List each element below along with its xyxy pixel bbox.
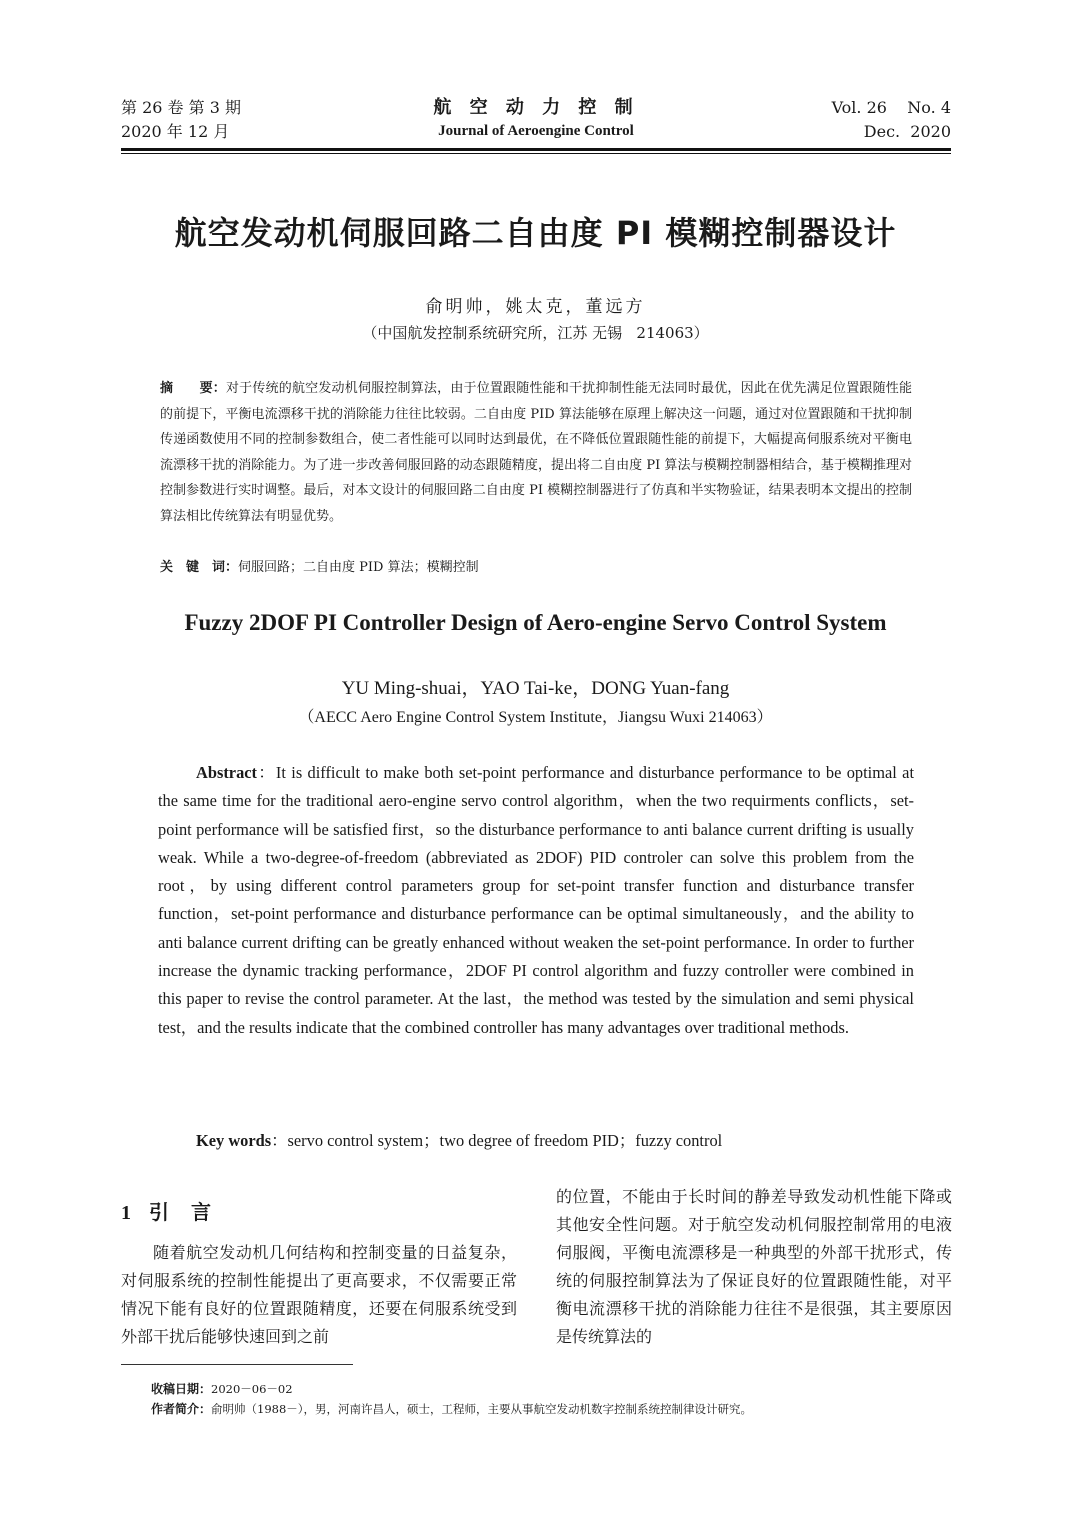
abstract-en-label: Abstract bbox=[196, 763, 257, 782]
header-volume-en: Vol. 26 No. 4 bbox=[831, 98, 951, 117]
header-journal bbox=[121, 96, 951, 142]
authors-cn: 俞明帅，姚太克，董远方 bbox=[425, 297, 646, 317]
header-rule-thick bbox=[121, 148, 951, 151]
running-header bbox=[121, 96, 951, 152]
affiliation-en: （AECC Aero Engine Control System Institute，Jiangsu Wuxi 214063） bbox=[298, 709, 773, 726]
authors-en: YU Ming-shuai，YAO Tai-ke，DONG Yuan-fang bbox=[341, 678, 730, 699]
received-value: 2020－06－02 bbox=[211, 1382, 293, 1396]
footnote-rule bbox=[121, 1364, 353, 1365]
section-number: 1 bbox=[121, 1202, 131, 1224]
header-issue-en bbox=[832, 96, 951, 144]
author-bio-label: 作者简介： bbox=[151, 1402, 212, 1416]
affiliation-cn: （中国航发控制系统研究所，江苏 无锡 214063） bbox=[362, 324, 709, 342]
abstract-cn-text: 对于传统的航空发动机伺服控制算法，由于位置跟随性能和干扰抑制性能无法同时最优，因此在优先满足位置跟随性能的前提下，平衡电流漂移干扰的消除能力往往比较弱。二自由度 PID 算法能够在原理上解决这一问题，通过对位置跟随和干扰抑制传递函数使用不同的控制参数组合，使二者性能可以同时达到最优，在不降低位置跟随性能的前提下，大幅提高伺服系统对平衡电流漂移干扰的消除能力。为了进一步改善伺服回路的动态跟随精度，提出将二自由度 PI 算法与模糊控制器相结合，基于模糊推理对控制参数进行实时调整。最后，对本文设计的伺服回路二自由度 PI 模糊控制器进行了仿真和半实物验证，结果表明本文提出的控制算法相比传统算法有明显优势。 bbox=[160, 381, 912, 524]
section-title: 引言 bbox=[149, 1200, 233, 1224]
footnote-received bbox=[151, 1379, 951, 1399]
footnote-author bbox=[151, 1399, 951, 1419]
keywords-cn-text: 伺服回路；二自由度 PID 算法；模糊控制 bbox=[238, 560, 479, 575]
keywords-cn-label: 关 键 词： bbox=[160, 560, 239, 575]
header-date-en: Dec. 2020 bbox=[863, 122, 951, 141]
abstract-en bbox=[158, 759, 914, 1042]
keywords-en bbox=[196, 1127, 912, 1155]
journal-name-cn: 航 空 动 力 控 制 bbox=[433, 97, 639, 118]
footnotes bbox=[151, 1379, 951, 1419]
journal-name-en: Journal of Aeroengine Control bbox=[438, 123, 634, 139]
keywords-en-text: ：servo control system；two degree of freedom PID；fuzzy control bbox=[271, 1131, 723, 1150]
section-heading-1 bbox=[121, 1196, 233, 1225]
paper-title-en: Fuzzy 2DOF PI Controller Design of Aero-engine Servo Control System bbox=[184, 610, 887, 635]
abstract-en-text: ：It is difficult to make both set-point performance and disturbance performance to be optimal at the same time for the traditional aero-engine servo control algorithm，when the two requirments conflicts，set-point performance will be satisfied first，so the disturbance performance to anti balance current drifting is usually weak. While a two-degree-of-freedom (abbreviated as 2DOF) PID controler can solve this problem from the root，by using different control parameters group for set-point transfer function and disturbance transfer function，set-point performance and disturbance performance can be optimal simultaneously，and the ability to anti balance current drifting can be greatly enhanced without weaken the set-point performance. In order to further increase the dynamic tracking performance，2DOF PI control algorithm and fuzzy controller were combined in this paper to revise the control parameter. At the last，the method was tested by the simulation and semi physical test，and the results indicate that the combined controller has many advantages over traditional methods. bbox=[158, 763, 914, 1037]
keywords-cn bbox=[160, 556, 912, 580]
body-column-left: 随着航空发动机几何结构和控制变量的日益复杂，对伺服系统的控制性能提出了更高要求，不仅需要正常情况下能有良好的位置跟随精度，还要在伺服系统受到外部干扰后能够快速回到之前 bbox=[121, 1243, 517, 1346]
header-date-cn: 2020 年 12 月 bbox=[121, 122, 230, 141]
received-label: 收稿日期： bbox=[151, 1382, 212, 1396]
author-bio-value: 俞明帅（1988－），男，河南许昌人，硕士，工程师，主要从事航空发动机数字控制系统控制律设计研究。 bbox=[211, 1402, 753, 1416]
paper-title-cn: 航空发动机伺服回路二自由度 PI 模糊控制器设计 bbox=[174, 214, 897, 252]
header-volume-cn: 第 26 卷 第 3 期 bbox=[121, 98, 241, 117]
abstract-cn-label: 摘 要： bbox=[160, 381, 226, 396]
body-column-right: 的位置，不能由于长时间的静差导致发动机性能下降或其他安全性问题。对于航空发动机伺服控制常用的电液伺服阀，平衡电流漂移是一种典型的外部干扰形式，传统的伺服控制算法为了保证良好的位置跟随性能，对平衡电流漂移干扰的消除能力往往不是很强，其主要原因是传统算法的 bbox=[556, 1187, 952, 1346]
abstract-cn bbox=[160, 376, 912, 530]
header-rule-thin bbox=[121, 153, 951, 154]
keywords-en-label: Key words bbox=[196, 1131, 272, 1150]
